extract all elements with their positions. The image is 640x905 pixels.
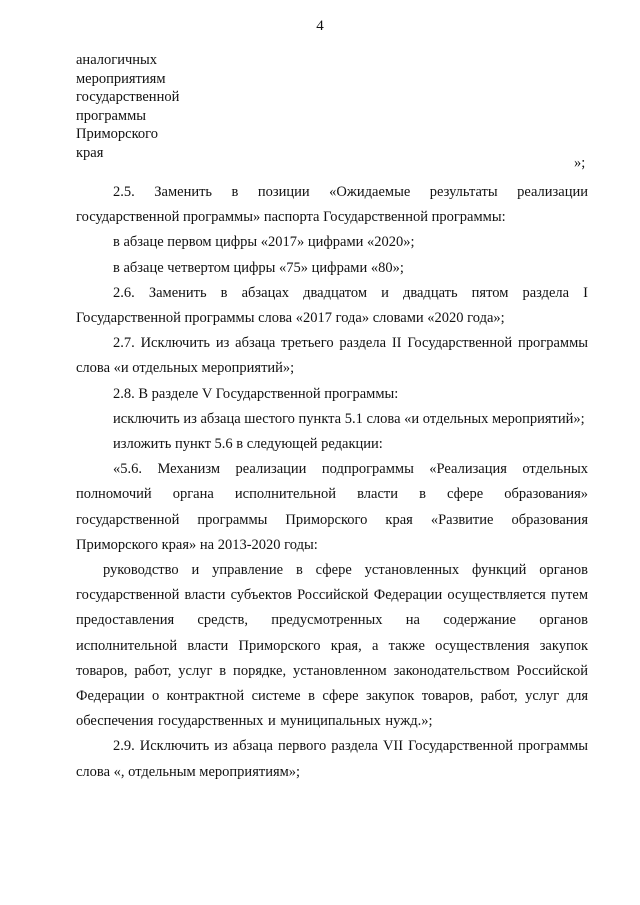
paragraph-2-9: 2.9. Исключить из абзаца первого раздела VII Государственной программы слова «, отдельным мероприятиям»; <box>76 738 588 780</box>
column-line: Приморского <box>76 126 158 143</box>
paragraph: исключить из абзаца шестого пункта 5.1 слова «и отдельных мероприятий»; <box>113 410 585 427</box>
column-line: мероприятиям <box>76 70 166 87</box>
table-fragment-column <box>76 51 179 163</box>
paragraph-2-6: 2.6. Заменить в абзацах двадцатом и двадцать пятом раздела I Государственной программы слова «2017 года» словами «2020 года»; <box>76 284 588 327</box>
paragraph-2-8: 2.8. В разделе V Государственной программы: <box>113 385 399 402</box>
page-number: 4 <box>316 18 324 34</box>
paragraph: в абзаце четвертом цифры «75» цифрами «80»; <box>113 259 404 276</box>
paragraph: руководство и управление в сфере установленных функций органов государственной власти субъектов Российской Федерации осуществляется путем предоставления средств, предусмотренных на содержание органов исполнительной власти Приморского края, а также осуществления закупок товаров, работ, услуг в порядке, установленном законодательством Российской Федерации о контрактной системе в сфере закупок товаров, работ, услуг для обеспечения государственных и муниципальных нужд.»; <box>76 562 588 730</box>
document-body <box>76 180 588 785</box>
column-line: аналогичных <box>76 52 157 68</box>
column-line: края <box>76 144 104 161</box>
column-line: государственной <box>76 89 180 106</box>
paragraph-5-6: «5.6. Механизм реализации подпрограммы «Реализация отдельных полномочий органа исполнительной власти в сфере образования» государственной программы Приморского края «Развитие образования Приморского края» на 2013-2020 годы: <box>76 461 588 553</box>
paragraph-2-7: 2.7. Исключить из абзаца третьего раздела II Государственной программы слова «и отдельных мероприятий»; <box>76 335 588 377</box>
paragraph-2-5: 2.5. Заменить в позиции «Ожидаемые результаты реализации государственной программы» паспорта Государственной программы: <box>76 184 588 226</box>
column-line: программы <box>76 107 146 124</box>
paragraph: в абзаце первом цифры «2017» цифрами «2020»; <box>113 234 415 251</box>
paragraph: изложить пункт 5.6 в следующей редакции: <box>113 436 383 453</box>
closing-quote: »; <box>574 155 586 171</box>
